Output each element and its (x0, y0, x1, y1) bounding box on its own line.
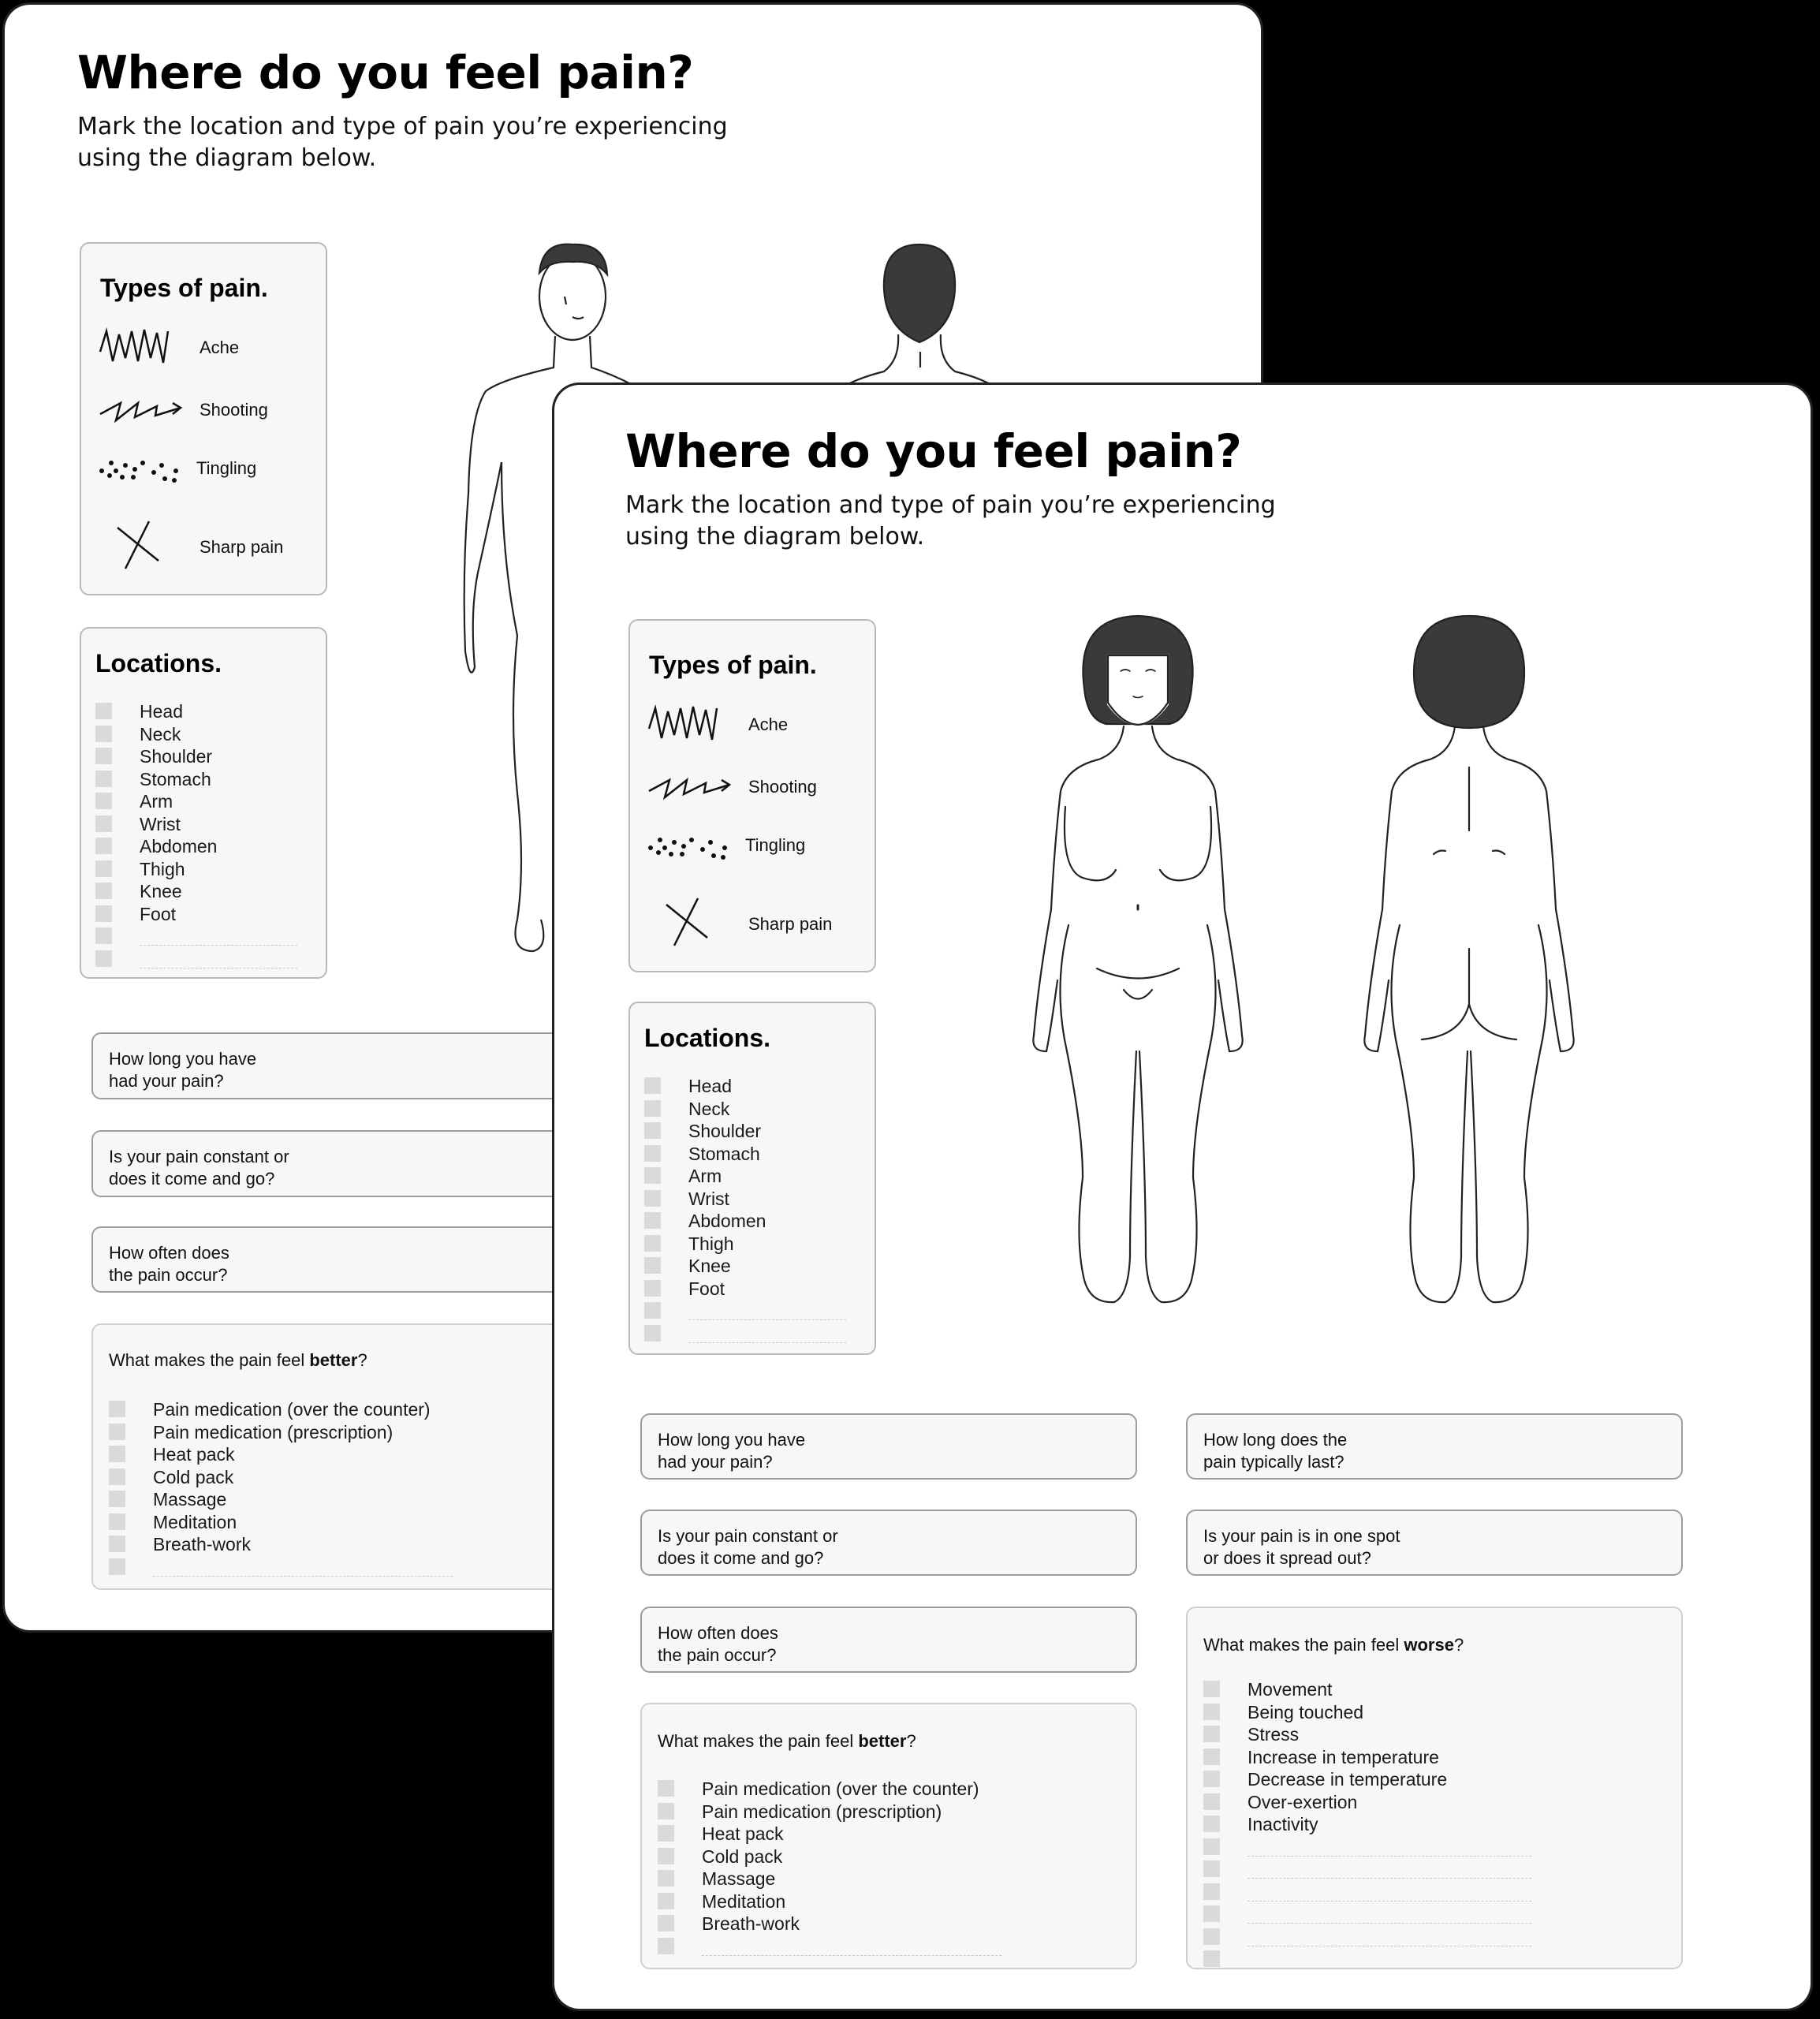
checkbox-label: Breath-work (702, 1913, 800, 1934)
checkbox[interactable] (95, 950, 112, 967)
checkbox-label: Thigh (688, 1233, 734, 1254)
legend-label: Ache (748, 715, 789, 734)
checkbox[interactable] (1203, 1748, 1220, 1765)
question-constant-or-intermittent[interactable] (640, 1510, 1137, 1576)
legend-label: Tingling (745, 835, 806, 855)
write-in-line[interactable] (688, 1342, 846, 1343)
checkbox-label: Pain medication (prescription) (153, 1421, 393, 1442)
checkbox[interactable] (95, 905, 112, 922)
checkbox[interactable] (658, 1893, 674, 1909)
legend-item-sharp-pain (630, 897, 875, 944)
legend-label: Shooting (748, 777, 817, 797)
checkbox-label: Stomach (140, 768, 211, 789)
checkbox[interactable] (1203, 1704, 1220, 1720)
sharp-cross-icon (647, 897, 734, 949)
checkbox[interactable] (644, 1167, 661, 1184)
locations-title: Locations. (95, 649, 222, 677)
checkbox[interactable] (109, 1558, 125, 1575)
checkbox[interactable] (658, 1870, 674, 1887)
question-how-often[interactable] (91, 1226, 612, 1293)
checkbox[interactable] (1203, 1928, 1220, 1945)
page-subtitle (77, 111, 850, 174)
write-in-line[interactable] (1248, 1968, 1531, 1969)
worse-panel (1186, 1607, 1683, 1969)
checkbox[interactable] (95, 927, 112, 944)
legend-item-tingling (630, 832, 875, 879)
write-in-line[interactable] (1248, 1878, 1531, 1879)
types-of-pain-legend (628, 619, 876, 972)
question-text: How long you have had your pain? (109, 1049, 257, 1091)
checkbox-label: Meditation (702, 1890, 786, 1912)
checkbox-label: Cold pack (153, 1466, 234, 1487)
checkbox-label: Breath-work (153, 1534, 251, 1554)
checkbox[interactable] (95, 838, 112, 854)
legend-item-tingling (81, 455, 326, 502)
checkbox-label: Stress (1248, 1724, 1300, 1745)
checkbox-label: Movement (1248, 1679, 1333, 1700)
checkbox[interactable] (109, 1401, 125, 1417)
checkbox[interactable] (658, 1848, 674, 1864)
worse-panel-title: What makes the pain feel worse? (1203, 1635, 1464, 1655)
legend-item-ache (81, 327, 326, 374)
checkbox-label: Arm (140, 791, 173, 812)
checkbox[interactable] (644, 1122, 661, 1139)
question-constant-or-intermittent[interactable] (91, 1130, 612, 1197)
checkbox[interactable] (109, 1469, 125, 1485)
locations-panel (628, 1002, 876, 1355)
checkbox[interactable] (644, 1325, 661, 1342)
question-how-long-had-pain[interactable] (91, 1032, 612, 1099)
checkbox-label: Stomach (688, 1143, 760, 1164)
male-back-figure (829, 241, 1002, 391)
checkbox[interactable] (658, 1803, 674, 1819)
better-panel (91, 1323, 612, 1590)
subtitle-line-2: using the diagram below. (625, 523, 925, 550)
checkbox[interactable] (644, 1190, 661, 1207)
checkbox[interactable] (658, 1780, 674, 1797)
checkbox-label: Head (140, 701, 183, 722)
subtitle-line-1: Mark the location and type of pain you’re experiencing (625, 491, 1276, 519)
checkbox[interactable] (1203, 1793, 1220, 1810)
checkbox[interactable] (644, 1280, 661, 1297)
female-back-figure (1351, 610, 1587, 1319)
question-text: How often does the pain occur? (109, 1243, 229, 1285)
question-one-spot-or-spread[interactable] (1186, 1510, 1683, 1576)
checkbox[interactable] (1203, 1838, 1220, 1855)
legend-item-shooting (81, 395, 326, 442)
checkbox[interactable] (95, 815, 112, 832)
checkbox-label: Increase in temperature (1248, 1746, 1439, 1767)
checkbox-label: Decrease in temperature (1248, 1769, 1448, 1789)
checkbox-label: Over-exertion (1248, 1791, 1358, 1812)
checkbox-label: Knee (140, 881, 182, 901)
better-panel (640, 1703, 1137, 1969)
legend-label: Shooting (200, 400, 268, 420)
legend-item-sharp-pain (81, 520, 326, 567)
checkbox[interactable] (109, 1446, 125, 1462)
question-how-often[interactable] (640, 1607, 1137, 1673)
front-form-page (554, 385, 1811, 2009)
subtitle-line-2: using the diagram below. (77, 144, 377, 172)
checkbox[interactable] (95, 883, 112, 899)
checkbox[interactable] (1203, 1883, 1220, 1900)
checkbox[interactable] (95, 748, 112, 764)
checkbox[interactable] (644, 1302, 661, 1319)
legend-item-shooting (630, 772, 875, 819)
checkbox-label: Neck (140, 723, 181, 745)
checkbox[interactable] (1203, 1816, 1220, 1832)
legend-item-ache (630, 703, 875, 751)
checkbox[interactable] (95, 793, 112, 809)
locations-title: Locations. (644, 1024, 771, 1052)
checkbox-label: Massage (702, 1868, 776, 1889)
checkbox[interactable] (1203, 1726, 1220, 1742)
checkbox[interactable] (644, 1077, 661, 1094)
sharp-cross-icon (99, 520, 185, 572)
checkbox-label: Being touched (1248, 1701, 1364, 1722)
checkbox-label: Thigh (140, 858, 185, 879)
checkbox-label: Heat pack (153, 1444, 235, 1465)
better-panel-title: What makes the pain feel better? (109, 1350, 367, 1370)
checkbox[interactable] (644, 1100, 661, 1117)
checkbox-label: Pain medication (prescription) (702, 1801, 942, 1822)
checkbox[interactable] (1203, 1905, 1220, 1922)
subtitle-line-1: Mark the location and type of pain you’re experiencing (77, 113, 728, 140)
checkbox[interactable] (1203, 1681, 1220, 1697)
ache-zigzag-icon (647, 703, 726, 745)
tingling-dots-icon (99, 455, 185, 487)
female-front-figure (1020, 610, 1256, 1319)
legend-label: Sharp pain (748, 914, 833, 934)
checkbox-label: Foot (688, 1278, 725, 1299)
checkbox[interactable] (1203, 1860, 1220, 1877)
question-text: How long does the pain typically last? (1203, 1430, 1348, 1472)
legend-label: Sharp pain (200, 537, 284, 557)
checkbox[interactable] (644, 1212, 661, 1229)
write-in-line[interactable] (1248, 1923, 1531, 1924)
locations-panel (80, 627, 327, 979)
checkbox[interactable] (1203, 1771, 1220, 1787)
ache-zigzag-icon (99, 327, 177, 368)
checkbox[interactable] (1203, 1950, 1220, 1967)
checkbox[interactable] (109, 1424, 125, 1440)
checkbox-label: Pain medication (over the counter) (702, 1778, 979, 1799)
shooting-arrow-icon (99, 395, 185, 427)
question-how-long-had-pain[interactable] (640, 1413, 1137, 1480)
checkbox-label: Wrist (140, 813, 181, 834)
checkbox-label: Massage (153, 1489, 227, 1510)
question-text: How long you have had your pain? (658, 1430, 806, 1472)
checkbox[interactable] (109, 1536, 125, 1552)
write-in-line[interactable] (1248, 1856, 1531, 1857)
checkbox[interactable] (95, 703, 112, 719)
checkbox[interactable] (109, 1513, 125, 1530)
checkbox[interactable] (658, 1825, 674, 1842)
write-in-line[interactable] (153, 1576, 453, 1577)
checkbox-label: Inactivity (1248, 1814, 1318, 1834)
types-of-pain-legend (80, 242, 327, 595)
checkbox-label: Wrist (688, 1188, 729, 1209)
checkbox-label: Shoulder (688, 1121, 762, 1141)
checkbox-label: Abdomen (688, 1211, 766, 1231)
write-in-line[interactable] (688, 1319, 846, 1320)
checkbox[interactable] (658, 1938, 674, 1954)
checkbox-label: Neck (688, 1098, 730, 1119)
write-in-line[interactable] (140, 945, 297, 946)
page-title: Where do you feel pain? (625, 424, 1242, 478)
checkbox-label: Pain medication (over the counter) (153, 1399, 431, 1420)
checkbox-label: Foot (140, 903, 177, 924)
checkbox-label: Arm (688, 1166, 722, 1186)
checkbox[interactable] (658, 1915, 674, 1931)
question-text: How often does the pain occur? (658, 1623, 778, 1665)
question-text: Is your pain is in one spot or does it spread out? (1203, 1526, 1400, 1568)
checkbox-label: Cold pack (702, 1845, 783, 1867)
checkbox-label: Abdomen (140, 836, 218, 856)
better-panel-title: What makes the pain feel better? (658, 1731, 916, 1751)
page-title: Where do you feel pain? (77, 46, 694, 99)
checkbox[interactable] (644, 1257, 661, 1274)
legend-title: Types of pain. (100, 274, 268, 302)
checkbox[interactable] (95, 726, 112, 742)
checkbox[interactable] (644, 1235, 661, 1252)
checkbox[interactable] (95, 771, 112, 787)
checkbox-label: Knee (688, 1256, 731, 1276)
shooting-arrow-icon (647, 772, 734, 804)
checkbox[interactable] (95, 860, 112, 877)
question-text: Is your pain constant or does it come and go? (658, 1526, 838, 1568)
write-in-line[interactable] (702, 1955, 1001, 1956)
tingling-dots-icon (647, 832, 734, 864)
checkbox-label: Head (688, 1076, 732, 1096)
checkbox[interactable] (644, 1145, 661, 1162)
question-how-long-pain-lasts[interactable] (1186, 1413, 1683, 1480)
legend-label: Ache (200, 338, 240, 357)
checkbox-label: Shoulder (140, 746, 213, 767)
checkbox[interactable] (109, 1491, 125, 1507)
question-text: Is your pain constant or does it come and go? (109, 1147, 289, 1189)
checkbox-label: Heat pack (702, 1823, 784, 1844)
legend-title: Types of pain. (649, 651, 817, 679)
page-subtitle (625, 490, 1398, 553)
legend-label: Tingling (196, 458, 257, 478)
checkbox-label: Meditation (153, 1511, 237, 1532)
